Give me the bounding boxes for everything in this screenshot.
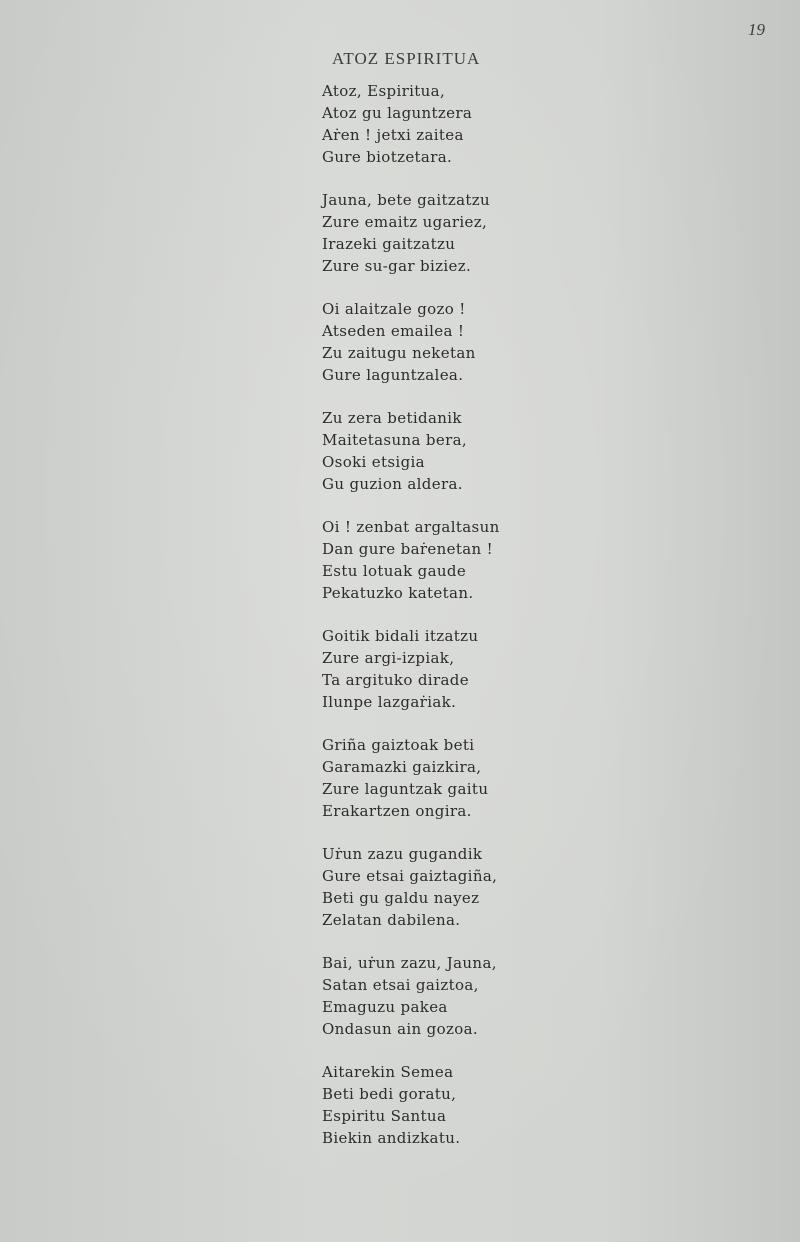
- poem-line: Oi alaitzale gozo !: [322, 300, 466, 318]
- poem-line: Pekatuzko katetan.: [322, 584, 474, 602]
- page-number: 19: [748, 20, 765, 39]
- poem-line: Zure su-gar biziez.: [322, 257, 472, 275]
- poem-line: Irazeki gaitzatzu: [322, 235, 456, 253]
- poem-line: Biekin andizkatu.: [322, 1129, 461, 1147]
- poem-line: Griña gaiztoak beti: [322, 736, 475, 754]
- poem-line: Aitarekin Semea: [322, 1063, 454, 1081]
- poem-line: Ta argituko dirade: [322, 671, 469, 689]
- poem-line: Zelatan dabilena.: [322, 911, 461, 929]
- stanza: [322, 516, 552, 604]
- poem-line: Zure argi-izpiak,: [322, 649, 455, 667]
- poem-line: Aṙen ! jetxi zaitea: [322, 126, 464, 144]
- poem-line: Ilunpe lazgaṙiak.: [322, 693, 457, 711]
- poem-body: [322, 80, 552, 1149]
- poem-line: Jauna, bete gaitzatzu: [322, 191, 491, 209]
- poem-line: Goitik bidali itzatzu: [322, 627, 479, 645]
- poem-line: Atoz gu laguntzera: [322, 104, 473, 122]
- poem-line: Erakartzen ongira.: [322, 802, 472, 820]
- poem-line: Zu zera betidanik: [322, 409, 462, 427]
- poem-line: Zure emaitz ugariez,: [322, 213, 488, 231]
- poem-line: Beti bedi goratu,: [322, 1085, 457, 1103]
- stanza: [322, 952, 552, 1040]
- stanza: [322, 298, 552, 386]
- poem-line: Oi ! zenbat argaltasun: [322, 518, 500, 536]
- stanza: [322, 843, 552, 931]
- poem-line: Atoz, Espiritua,: [322, 82, 446, 100]
- poem-line: Uṙun zazu gugandik: [322, 845, 483, 863]
- poem-line: Ondasun ain gozoa.: [322, 1020, 479, 1038]
- poem-line: Zure laguntzak gaitu: [322, 780, 489, 798]
- poem-line: Beti gu galdu nayez: [322, 889, 480, 907]
- poem-title: ATOZ ESPIRITUA: [332, 49, 481, 68]
- stanza: [322, 1061, 552, 1149]
- poem-line: Gu guzion aldera.: [322, 475, 463, 493]
- poem-line: Osoki etsigia: [322, 453, 425, 471]
- poem-line: Bai, uṙun zazu, Jauna,: [322, 954, 497, 972]
- poem-line: Gure laguntzalea.: [322, 366, 464, 384]
- poem-line: Garamazki gaizkira,: [322, 758, 482, 776]
- poem-line: Espiritu Santua: [322, 1107, 447, 1125]
- stanza: [322, 625, 552, 713]
- poem-line: Emaguzu pakea: [322, 998, 448, 1016]
- stanza: [322, 80, 552, 168]
- stanza: [322, 734, 552, 822]
- poem-line: Maitetasuna bera,: [322, 431, 468, 449]
- poem-line: Estu lotuak gaude: [322, 562, 467, 580]
- stanza: [322, 407, 552, 495]
- poem-line: Gure biotzetara.: [322, 148, 453, 166]
- poem-line: Atseden emailea !: [322, 322, 465, 340]
- poem-line: Zu zaitugu neketan: [322, 344, 476, 362]
- poem-line: Satan etsai gaiztoa,: [322, 976, 479, 994]
- stanza: [322, 189, 552, 277]
- poem-line: Gure etsai gaiztagiña,: [322, 867, 498, 885]
- poem-line: Dan gure baṙenetan !: [322, 540, 494, 558]
